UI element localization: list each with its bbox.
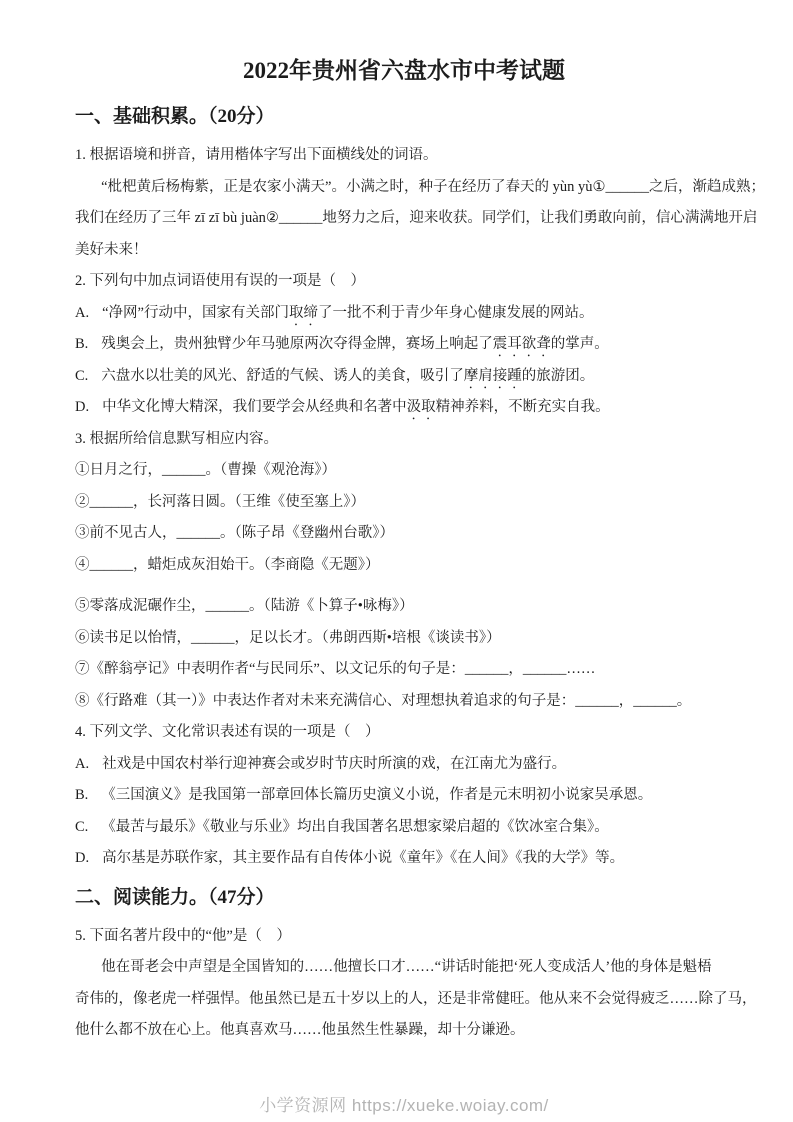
q3-stem: 3. 根据所给信息默写相应内容。 (75, 430, 278, 447)
watermark-site-link: 小学资源网 https://xueke.woiay.com/ (259, 1095, 549, 1115)
q3-item-2: ②______，长河落日圆。（王维《使至塞上》） (75, 493, 365, 510)
q2-option-b (75, 329, 733, 361)
q1-passage-line-1: “枇杷黄后杨梅紫，正是农家小满天”。小满之时，种子在经历了春天的 yùn yù①______之后，渐趋成熟； (101, 178, 765, 195)
q1-stem: 1. 根据语境和拼音，请用楷体字写出下面横线处的词语。 (75, 147, 438, 163)
section1-heading: 一、基础积累。（20分） (75, 106, 275, 127)
option-text: 《三国演义》是我国第一部章回体长篇历史演义小说，作者是元末明初小说家吴承恩。 (101, 787, 653, 803)
option-letter: C. (75, 367, 89, 384)
emphasized-word: 摩肩接踵 (463, 367, 522, 384)
emphasized-word: 汲取 (406, 399, 436, 415)
option-text: 《最苦与最乐》《敬业与乐业》均出自我国著名思想家梁启超的《饮冰室合集》。 (101, 818, 609, 835)
option-text: 六盘水以壮美的风光、舒适的气候、诱人的美食，吸引了 (101, 367, 464, 384)
section2-heading: 二、阅读能力。（47分） (75, 886, 275, 908)
q5-stem: 5. 下面名著片段中的“他”是（ ） (75, 927, 291, 944)
option-text: 残奥会上，贵州独臂少年马驰原两次夺得金牌，赛场上响起了 (101, 336, 493, 352)
option-letter: C. (75, 818, 89, 835)
page-title: 2022年贵州省六盘水市中考试题 (243, 58, 565, 83)
q4-option-b (75, 780, 733, 812)
q1-passage-line-3: 美好未来！ (75, 241, 148, 258)
option-letter: A. (75, 304, 90, 321)
option-text: 的旅游团。 (521, 367, 595, 384)
q4-option-c (75, 812, 733, 844)
option-text: 中华文化博大精深，我们要学会从经典和名著中 (102, 399, 407, 415)
option-text: 的掌声。 (550, 336, 609, 352)
q3-item-6: ⑥读书足以怡情，______，足以长才。（弗朗西斯•培根《谈读书》） (75, 629, 501, 646)
q5-passage-line-1: 他在哥老会中声望是全国皆知的……他擅长口才……“讲话时能把‘死人变成活人’他的身体是魁梧 (101, 959, 712, 975)
option-letter: D. (75, 399, 90, 415)
q3-item-8: ⑧《行路难（其一）》中表达作者对未来充满信心、对理想执着追求的句子是：______，______。 (75, 692, 692, 709)
q3-item-4: ④______，蜡炬成灰泪始干。（李商隐《无题》） (75, 556, 380, 573)
q3-item-5: ⑤零落成泥碾作尘，______。（陆游《卜算子•咏梅》） (75, 598, 414, 614)
q2-option-c (75, 361, 733, 393)
q2-option-a (75, 298, 733, 330)
emphasized-word: 震耳欲聋 (492, 336, 551, 352)
option-text: 高尔基是苏联作家，其主要作品有自传体小说《童年》《在人间》《我的大学》等。 (102, 850, 625, 866)
q2-option-d (75, 392, 733, 424)
option-text: “净网”行动中，国家有关部门 (102, 304, 289, 321)
q4-stem: 4. 下列文学、文化常识表述有误的一项是（ ） (75, 724, 380, 740)
option-letter: B. (75, 787, 89, 803)
q3-item-3: ③前不见古人，______。（陈子昂《登幽州台歌》） (75, 525, 394, 541)
q3-item-1: ①日月之行，______。（曹操《观沧海》） (75, 462, 336, 478)
q4-option-d (75, 843, 733, 875)
q5-passage-line-3: 他什么都不放在心上。他真喜欢马……他虽然生性暴躁，却十分谦逊。 (75, 1022, 525, 1038)
q2-stem: 2. 下列句中加点词语使用有误的一项是（ ） (75, 273, 365, 289)
q1-passage-line-2: 我们在经历了三年 zī zī bù juàn②______地努力之后，迎来收获。同学们，让我们勇敢向前，信心满满地开启 (75, 210, 758, 226)
option-letter: A. (75, 755, 90, 772)
option-text: 社戏是中国农村举行迎神赛会或岁时节庆时所演的戏，在江南尤为盛行。 (102, 755, 567, 772)
option-text: 了一批不利于青少年身心健康发展的网站。 (317, 304, 594, 321)
option-letter: B. (75, 336, 89, 352)
option-text: 精神养料，不断充实自我。 (435, 399, 610, 415)
q5-passage-line-2: 奇伟的，像老虎一样强悍。他虽然已是五十岁以上的人，还是非常健旺。他从来不会觉得疲乏……除了马， (75, 990, 757, 1007)
emphasized-word: 取缔 (288, 304, 318, 321)
q3-item-7: ⑦《醉翁亭记》中表明作者“与民同乐”、以文记乐的句子是：______，______…… (75, 661, 596, 677)
q4-option-a (75, 749, 733, 781)
option-letter: D. (75, 850, 90, 866)
